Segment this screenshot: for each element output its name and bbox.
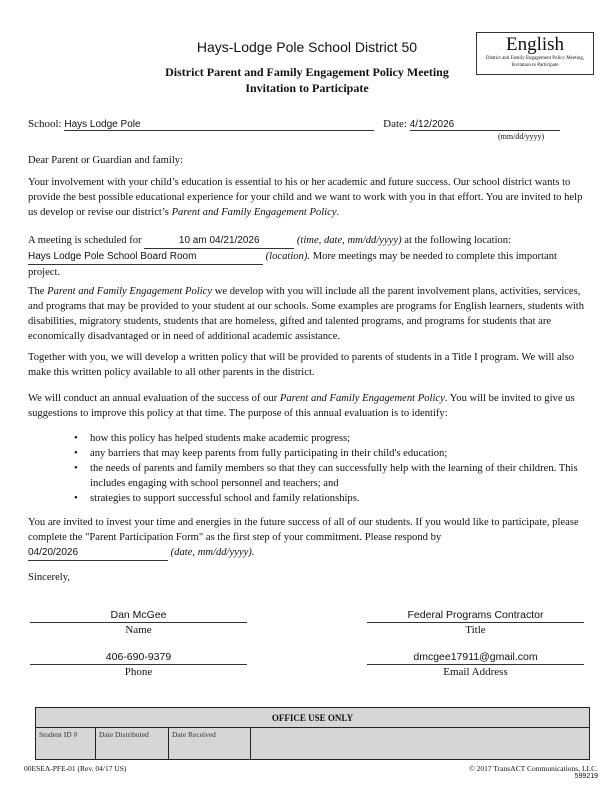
meeting-time-field[interactable]: 10 am 04/21/2026 [144, 233, 294, 249]
respond-date-field[interactable]: 04/20/2026 [28, 545, 168, 561]
form-id: 00ESEA-PFE-01 (Rev. 04/17 US) [24, 764, 127, 773]
evaluation-paragraph: We will conduct an annual evaluation of the success of our Parent and Family Engagement Policy. You will be invited to give us suggestions to improve this policy at that time. The purpose of this annual evaluation is to identify: [28, 393, 575, 419]
closing: Sincerely, [28, 572, 70, 583]
date-label: Date: [383, 118, 407, 130]
blank-cell [251, 728, 590, 760]
language-label: English [505, 34, 565, 55]
school-field[interactable]: Hays Lodge Pole [64, 119, 374, 131]
name-label: Name [125, 624, 152, 636]
date-received-cell: Date Received [169, 728, 251, 760]
written-policy-paragraph: Together with you, we will develop a written policy that will be provided to parents of students in a Title I program. We will also make this written policy available to all other parents in the district. [28, 352, 575, 378]
list-item: • strategies to support successful school and family relationships. [90, 491, 590, 506]
document-title: District Parent and Family Engagement Policy Meeting Invitation to Participate [165, 65, 449, 95]
office-use-heading: OFFICE USE ONLY [36, 708, 590, 728]
phone-field[interactable]: 406-690-9379 [30, 651, 247, 665]
copyright: © 2017 TransACT Communications, LLC. 599219 [469, 764, 598, 780]
student-id-cell: Student ID # [36, 728, 96, 760]
email-signature [367, 651, 584, 679]
list-item: • the needs of parents and family members so that they can successfully help with the learning of their children. This includes engaging with school personnel and teachers; and [90, 461, 590, 491]
intro-paragraph: Your involvement with your child’s education is essential to his or her academic and future success. Our school district wants to provide the best possible educational experience for your child and we want to work with you in that effort. You are invited to help us develop or revise our district’s Parent and Family Engagement Policy. [28, 177, 583, 218]
name-signature [30, 609, 247, 637]
meeting-paragraph: A meeting is scheduled for 10 am 04/21/2026 (time, date, mm/dd/yyyy) at the following location: Hays Lodge Pole School Board Room (location). More meetings may be needed to complete this important project. [28, 235, 557, 278]
title-label: Title [465, 624, 486, 636]
date-distributed-cell: Date Distributed [96, 728, 169, 760]
phone-signature [30, 651, 247, 679]
language-caption: District and Family Engagement Policy Meeting, Invitation to Participate [485, 56, 585, 68]
list-item: • any barriers that may keep parents from fully participating in their child's education; [90, 446, 590, 461]
office-use-table [35, 707, 590, 760]
phone-label: Phone [124, 666, 153, 678]
greeting: Dear Parent or Guardian and family: [28, 155, 184, 166]
title-signature [367, 609, 584, 637]
email-field[interactable]: dmcgee17911@gmail.com [367, 651, 584, 665]
district-name: Hays-Lodge Pole School District 50 [196, 39, 418, 55]
list-item: • how this policy has helped students make academic progress; [90, 431, 590, 446]
school-label: School: [28, 118, 62, 130]
email-label: Email Address [443, 666, 508, 678]
title-field[interactable]: Federal Programs Contractor [367, 609, 584, 623]
evaluation-list [90, 431, 590, 506]
policy-paragraph: The Parent and Family Engagement Policy we develop with you will include all the parent involvement plans, activities, services, and programs that may be provided to your student at our schools. Some examples are programs for English learners, students with disabilities, migratory students, students that are homeless, gifted and talented programs, and programs for students that are economically disadvantaged or in need of additional academic assistance. [28, 286, 585, 342]
name-field[interactable]: Dan McGee [30, 609, 247, 623]
invitation-paragraph: You are invited to invest your time and energies in the future success of all of our students. If you would like to participate, please complete the "Parent Participation Form" as the first step of your commitment. Please respond by 04/20/2026 (date, mm/dd/yyyy). [28, 515, 588, 561]
date-field[interactable]: 4/12/2026 [410, 119, 560, 131]
meeting-location-field[interactable]: Hays Lodge Pole School Board Room [28, 249, 263, 265]
school-date-row [28, 118, 588, 141]
date-hint: (mm/dd/yyyy) [498, 132, 545, 141]
